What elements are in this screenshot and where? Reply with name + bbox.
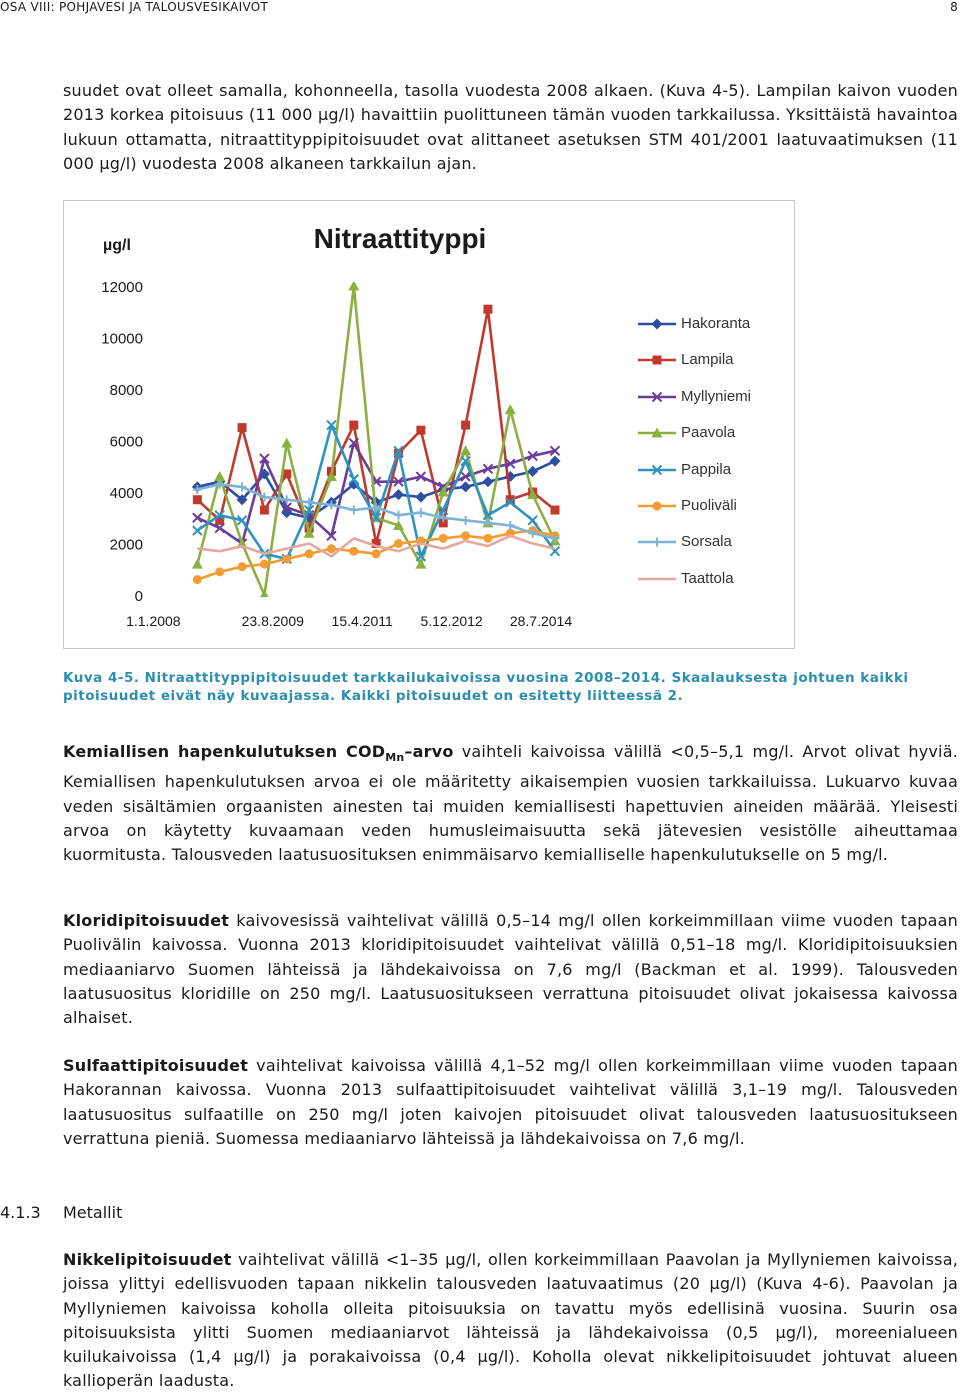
chart-point — [653, 356, 662, 365]
legend-label: Pappila — [681, 460, 732, 478]
chart-point — [349, 421, 358, 430]
legend-item-hakoranta — [638, 313, 798, 335]
legend-swatch — [638, 531, 678, 553]
chart-point — [327, 544, 336, 553]
chart-point — [238, 562, 247, 571]
legend-label: Sorsala — [681, 533, 732, 551]
page-header — [0, 0, 960, 14]
chart-point — [260, 506, 269, 515]
chart-point — [349, 547, 358, 556]
section-number: 4.1.3 — [0, 1203, 41, 1222]
chart-point — [305, 549, 314, 558]
chloride-text: kaivovesissä vaihtelivat välillä 0,5–14 mg/l ollen korkeimmillaan viime vuoden tapaan Puolivälin kaivossa. Vuonna 2013 kloridipitoisuudet vaihtelivat välillä 0,51–18 mg/l. Kloridipitoisuuksien mediaaniarvo Suomen lähteissä ja lähdekaivoissa on 7,6 mg/l (Backman et al. 1999). Talousveden laatusuositus kloridille on 250 mg/l. Laatusuositukseen verrattuna pitoisuudet olivat jokaisessa kaivossa alhaiset. — [63, 911, 958, 1028]
legend-item-puoliväli — [638, 495, 798, 517]
paragraph-chloride — [63, 909, 958, 1030]
chart-point — [416, 426, 425, 435]
chloride-heading: Kloridipitoisuudet — [63, 911, 230, 930]
legend-swatch — [638, 495, 678, 517]
legend-label: Taattola — [681, 569, 734, 587]
paragraph-nickel — [63, 1248, 958, 1394]
section-title: Metallit — [63, 1203, 123, 1222]
chart-point — [439, 534, 448, 543]
y-tick-label: 12000 — [101, 279, 143, 296]
legend-item-myllyniemi — [638, 386, 798, 408]
legend-label: Paavola — [681, 424, 736, 442]
x-tick-label: 1.1.2008 — [126, 613, 181, 629]
page-number: 8 — [950, 0, 958, 14]
legend-label: Hakoranta — [681, 315, 751, 332]
y-tick-label: 10000 — [101, 330, 143, 348]
chart-point — [551, 506, 560, 515]
chart-point — [238, 423, 247, 432]
chart-point — [483, 534, 492, 543]
chart-point — [372, 549, 381, 558]
nickel-heading: Nikkelipitoisuudet — [63, 1250, 232, 1269]
cod-text: vaihteli kaivoissa välillä <0,5–5,1 mg/l. Arvot olivat hyviä. Kemiallisen hapenkulutuksen arvoa ei ole määritetty aikaisempien vuosien tarkkailuissa. Lukuarvo kuvaa veden sisältämien orgaanisten ainesten tai muiden kemiallisesti hapettuvien aineiden määrää. Yleisesti arvoa on käytetty kuvaamaan veden humusleimaisuutta sekä jätevesien vesistölle aiheuttamaa kuormitusta. Talousveden laatusuosituksen enimmäisarvo kemialliselle hapenkulutukselle on 5 mg/l. — [63, 742, 958, 865]
legend-swatch — [638, 459, 678, 481]
x-tick-label: 5.12.2012 — [420, 613, 483, 629]
chart-point — [193, 575, 202, 584]
paragraph-sulfate — [63, 1054, 958, 1151]
chart-point — [260, 560, 269, 569]
chart-point — [282, 554, 291, 563]
chart-point — [215, 567, 224, 576]
legend-item-sorsala — [638, 531, 798, 553]
y-tick-label: 8000 — [109, 382, 143, 399]
header-title: OSA VIII: POHJAVESI JA TALOUSVESIKAIVOT — [0, 0, 269, 14]
nitrate-chart — [63, 200, 795, 649]
chart-point — [652, 319, 663, 330]
nickel-text: vaihtelivat välillä <1–35 µg/l, ollen korkeimmillaan Paavolan ja Myllyniemen kaivoissa, joissa ylittyi edellisvuoden tapaan nikkelin talousveden laatuvaatimus (20 µg/l) (Kuva 4-6). Paavolan ja Myllyniemen kaivoissa koholla olleita pitoisuuksia on tavattu myös edellisinä vuosina. Suurin osa pitoisuuksista ylitti Suomen mediaaniarvot lähteissä ja lähdekaivoissa (0,5 µg/l), moreenialueen kuilukaivoissa (1,4 µg/l) ja porakaivoissa (0,4 µg/l). Koholla olevat nikkelipitoisuudet johtuvat alueen kallioperän laadusta. — [63, 1250, 958, 1391]
y-tick-label: 4000 — [109, 485, 143, 502]
chart-title: Nitraattityppi — [313, 223, 487, 254]
chart-point — [461, 531, 470, 540]
paragraph-nitrate-intro: suudet ovat olleet samalla, kohonneella, tasolla vuodesta 2008 alkaen. (Kuva 4-5). Lampilan kaivon vuoden 2013 korkea pitoisuus (11 000 µg/l) havaittiin puolittuneen tämän vuoden tarkkailussa. Yksittäistä havaintoa lukuun ottamatta, nitraattityppipitoisuudet ovat alittaneet asetuksen STM 401/2001 laatuvaatimuksen (11 000 µg/l) vuodesta 2008 alkaneen tarkkailun ajan. — [63, 81, 958, 173]
legend-item-pappila — [638, 459, 798, 481]
y-tick-label: 6000 — [109, 433, 143, 451]
chart-point — [394, 539, 403, 548]
legend-item-lampila — [638, 349, 798, 371]
chart-point — [461, 421, 470, 430]
y-tick-label: 2000 — [109, 536, 143, 554]
sulfate-text: vaihtelivat kaivoissa välillä 4,1–52 mg/l ollen korkeimmillaan viime vuoden tapaan Hakorannan kaivossa. Vuonna 2013 sulfaattipitoisuudet vaihtelivat välillä 3,1–19 mg/l. Talousveden laatusuositus sulfaatille on 250 mg/l joten kaivojen pitoisuudet olivat talousveden laatusuositukseen verrattuna pieniä. Suomessa mediaaniarvo lähteissä ja lähdekaivoissa on 7,6 mg/l. — [63, 1056, 958, 1148]
legend-swatch — [638, 568, 678, 590]
legend-swatch — [638, 422, 678, 444]
legend-label: Lampila — [681, 351, 734, 369]
legend-item-taattola — [638, 568, 798, 590]
legend-swatch — [638, 386, 678, 408]
legend-item-paavola — [638, 422, 798, 444]
chart-point — [653, 538, 662, 547]
x-tick-label: 23.8.2009 — [241, 613, 304, 629]
y-tick-label: 0 — [134, 588, 143, 605]
figure-caption: Kuva 4-5. Nitraattityppipitoisuudet tarkkailukaivoissa vuosina 2008–2014. Skaalauksesta johtuen kaikki pitoisuudet eivät näy kuvaajassa. Kaikki pitoisuudet on esitetty liitteessä 2. — [63, 670, 909, 704]
x-tick-label: 15.4.2011 — [331, 613, 393, 629]
chart-point — [483, 305, 492, 314]
cod-heading-suffix: –arvo — [404, 742, 454, 761]
legend-swatch — [638, 313, 678, 335]
legend-label: Puoliväli — [681, 497, 737, 514]
legend-label: Myllyniemi — [681, 387, 752, 405]
sulfate-heading: Sulfaattipitoisuudet — [63, 1056, 249, 1075]
chart-point — [653, 502, 662, 511]
chart-point — [193, 495, 202, 504]
cod-subscript: Mn — [385, 751, 405, 764]
chart-y-axis-label: µg/l — [103, 237, 131, 254]
cod-heading: Kemiallisen hapenkulutuksen COD — [63, 742, 386, 761]
x-tick-label: 28.7.2014 — [509, 613, 573, 629]
legend-swatch — [638, 349, 678, 371]
paragraph-cod — [63, 740, 958, 867]
